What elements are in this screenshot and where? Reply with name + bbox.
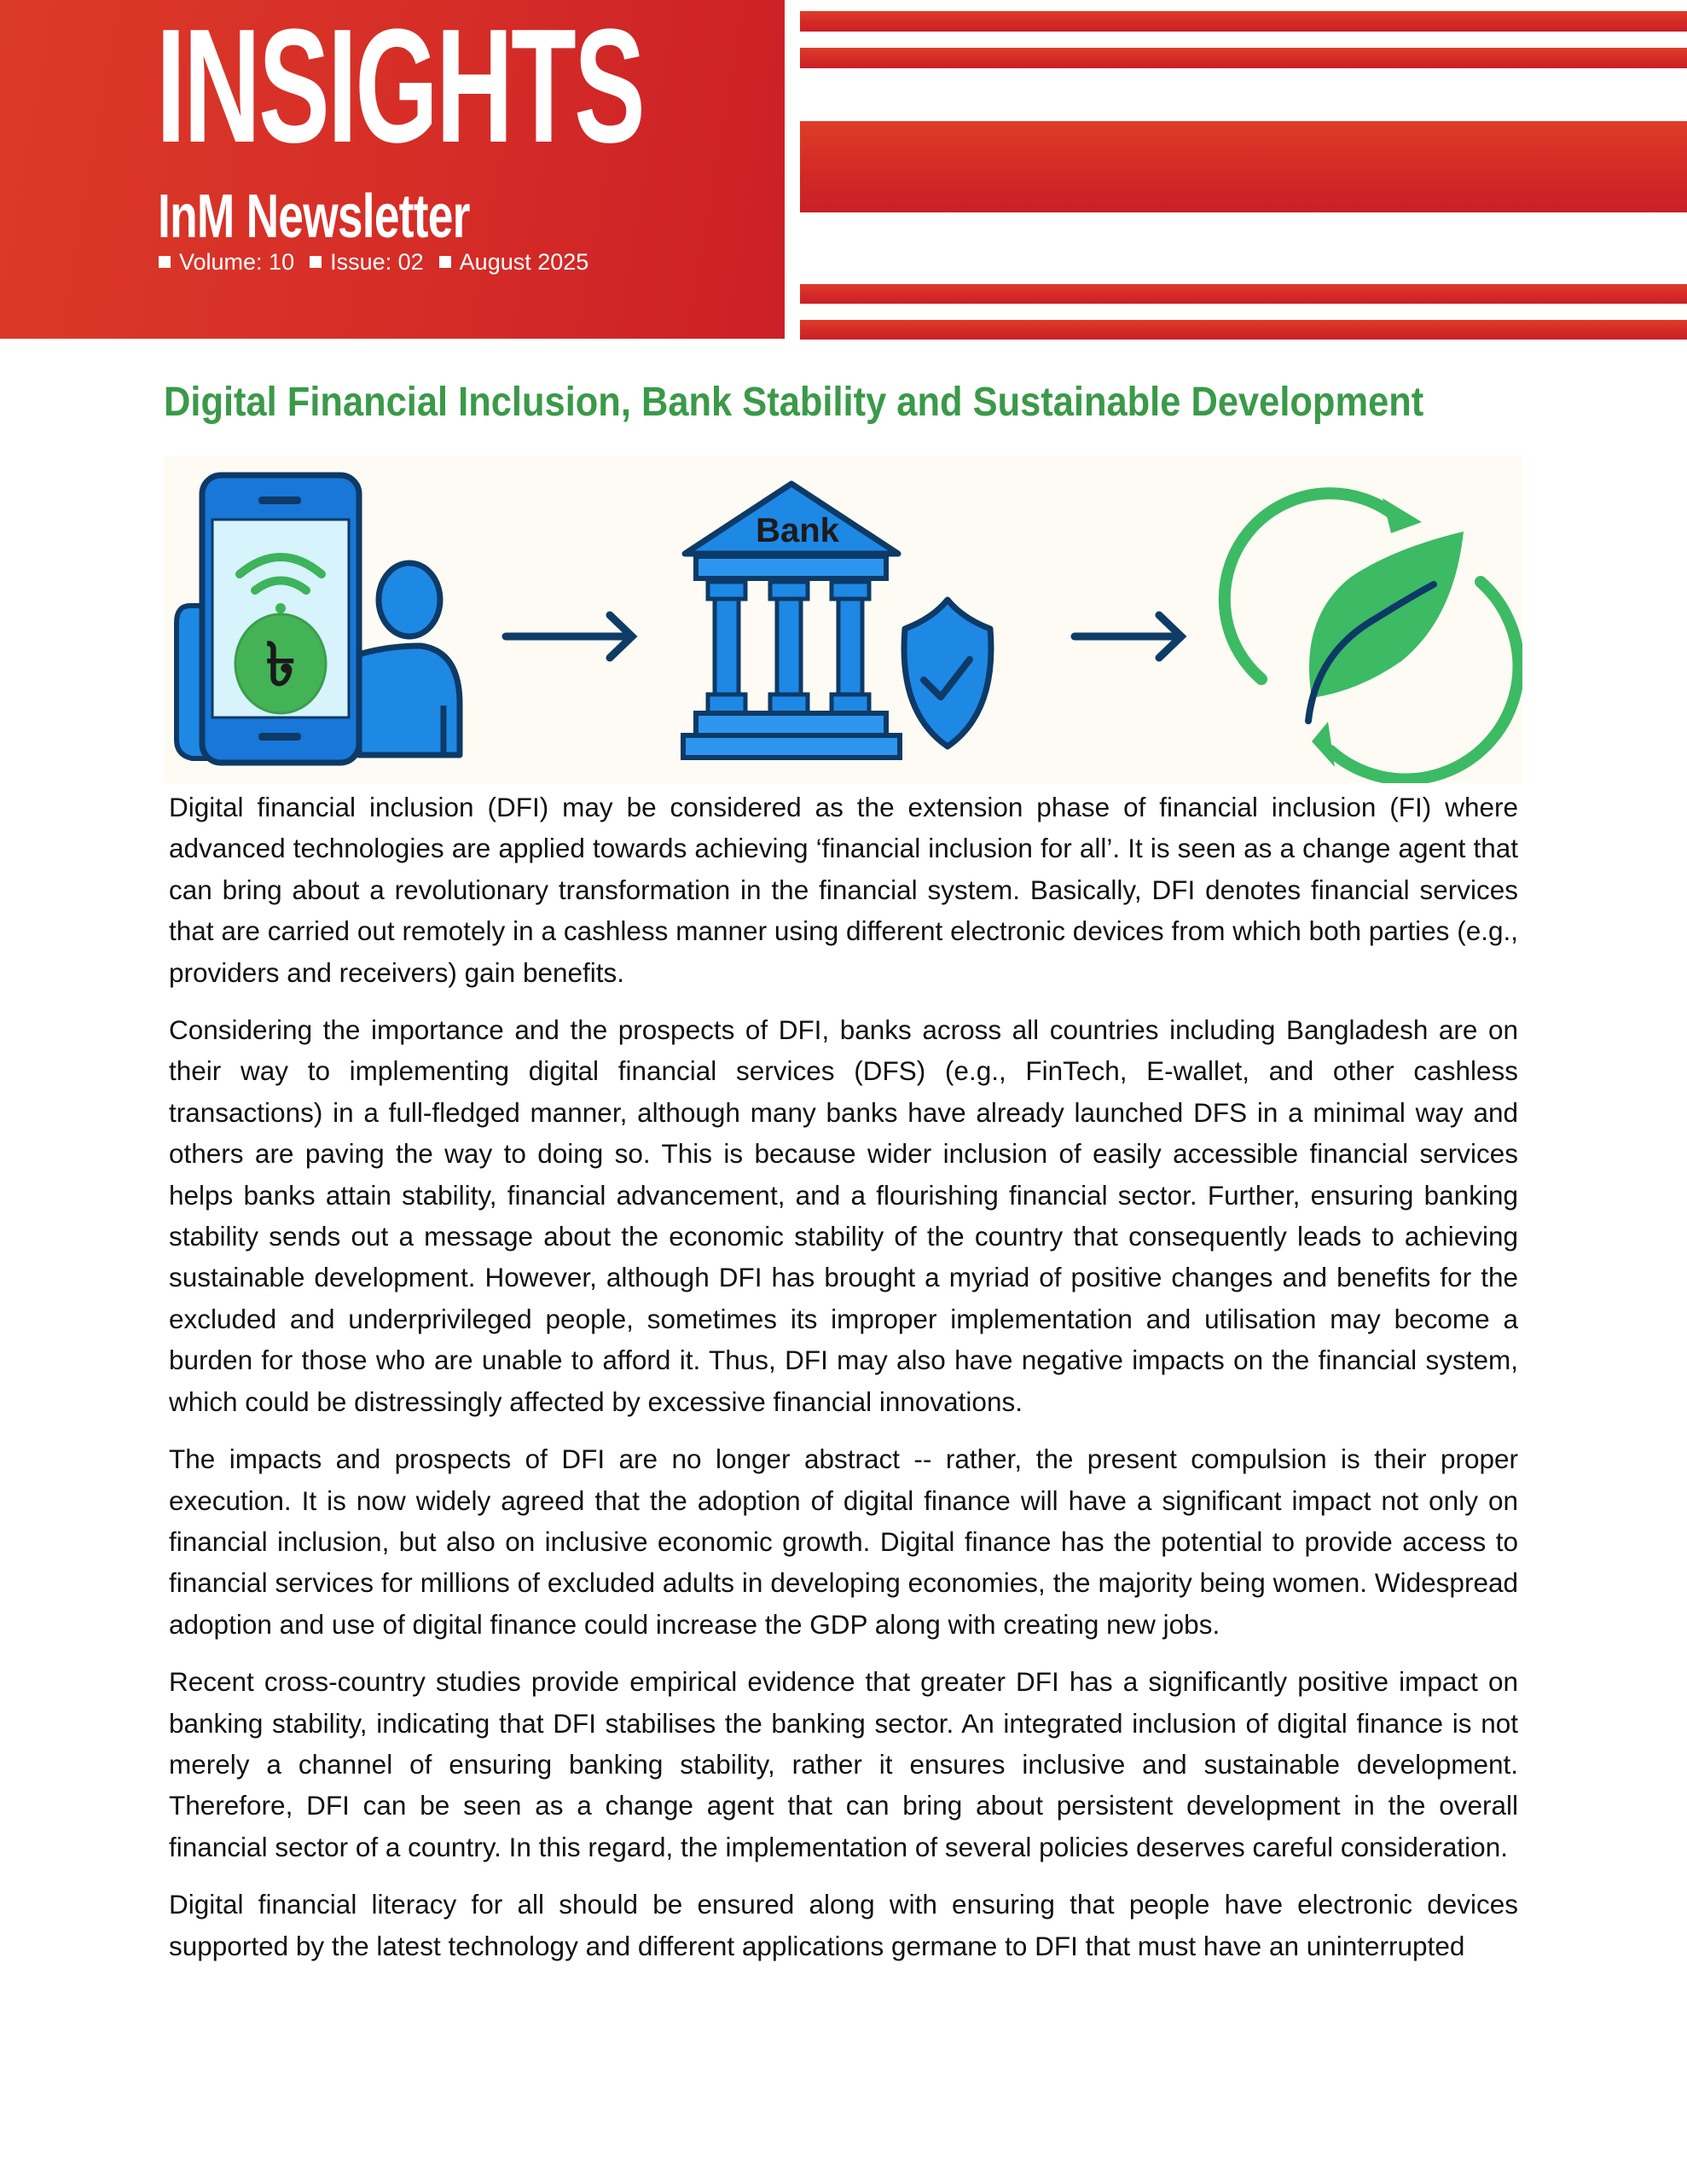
issue-meta <box>159 247 604 276</box>
decorative-stripe <box>800 11 1687 32</box>
decorative-stripe <box>800 48 1687 68</box>
article-illustration <box>165 456 1522 783</box>
bullet-square-icon <box>159 256 171 268</box>
paragraph: Digital financial literacy for all should be ensured along with ensuring that people have electronic devices supported by the latest technology and different applications germane to DFI that must have an uninterrupted <box>169 1889 1518 1961</box>
shield-check-icon <box>904 600 991 746</box>
paragraph: Considering the importance and the prospects of DFI, banks across all countries including Bangladesh are on their way to implementing digital financial services (DFS) (e.g., FinTech, E-wallet, and other cashless transactions) in a full-fledged manner, although many banks have already launched DFS in a minimal way and others are paving the way to doing so. This is because wider inclusion of easily accessible financial services helps banks attain stability, financial advancement, and a flourishing financial sector. Further, ensuring banking stability sends out a message about the economic stability of the country that consequently leads to achieving sustainable development. However, although DFI has brought a myriad of positive changes and benefits for the excluded and underprivileged people, sometimes its improper implementation and utilisation may become a burden for those who are unable to afford it. Thus, DFI may also have negative impacts on the financial system, which could be distressingly affected by excessive financial innovations. <box>169 1014 1518 1417</box>
article-body <box>169 787 1518 1983</box>
paragraph: Digital financial inclusion (DFI) may be considered as the extension phase of financial inclusion (FI) where advanced technologies are applied towards achieving ‘financial inclusion for all’. It is seen as a change agent that can bring about a revolutionary transformation in the financial system. Basically, DFI denotes financial services that are carried out remotely in a cashless manner using different electronic devices from which both parties (e.g., providers and receivers) gain benefits. <box>169 792 1518 988</box>
newsletter-name: InM Newsletter <box>158 183 470 251</box>
paragraph: The impacts and prospects of DFI are no longer abstract -- rather, the present compulsion is their proper execution. It is now widely agreed that the adoption of digital finance will have a significant impact not only on financial inclusion, but also on inclusive economic growth. Digital finance has the potential to provide access to financial services for millions of excluded adults in developing economies, the majority being women. Widespread adoption and use of digital finance could increase the GDP along with creating new jobs. <box>169 1443 1518 1640</box>
person-icon <box>359 563 460 755</box>
volume-label: Volume: 10 <box>179 249 295 275</box>
leaf-recycle-icon <box>1225 493 1519 779</box>
paragraph: Recent cross-country studies provide empirical evidence that greater DFI has a significantly positive impact on banking stability, indicating that DFI stabilises the banking sector. An integrated inclusion of digital finance is not merely a channel of ensuring banking stability, rather it ensures inclusive and sustainable development. Therefore, DFI can be seen as a change agent that can bring about persistent development in the overall financial sector of a country. In this regard, the implementation of several policies deserves careful consideration. <box>169 1666 1518 1862</box>
date-label: August 2025 <box>459 249 589 275</box>
decorative-stripe <box>800 284 1687 304</box>
issue-label: Issue: 02 <box>330 249 424 275</box>
taka-coin-icon <box>235 614 326 713</box>
arrow-right-icon <box>1075 615 1181 658</box>
article-title: Digital Financial Inclusion, Bank Stability and Sustainable Development <box>164 380 1424 425</box>
bullet-square-icon <box>439 256 451 268</box>
masthead-panel <box>0 0 785 339</box>
svg-text:৳: ৳ <box>265 630 296 700</box>
bank-building-icon <box>683 484 900 758</box>
decorative-stripe <box>800 320 1687 340</box>
decorative-stripe <box>800 121 1687 212</box>
masthead-title: INSIGHTS <box>156 0 644 177</box>
arrow-right-icon <box>506 615 632 658</box>
bullet-square-icon <box>310 256 322 268</box>
svg-text:Bank: Bank <box>756 512 839 549</box>
